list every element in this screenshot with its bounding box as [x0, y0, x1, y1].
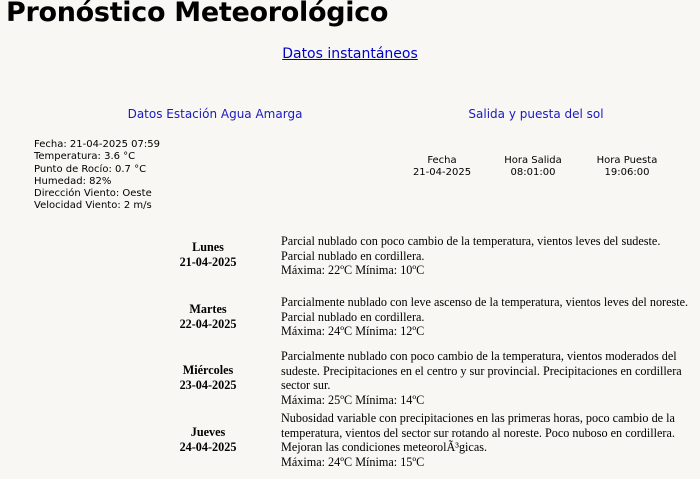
station-data — [34, 139, 160, 213]
forecast-text: Parcialmente nublado con poco cambio de la temperatura, vientos moderados del sudeste. Precipitaciones en el centro y sur provincial. Precipitaciones en cordillera sector sur. — [281, 349, 682, 392]
sunrise-time: 08:01:00 — [510, 167, 556, 179]
instant-data-link[interactable]: Datos instantáneos — [282, 46, 418, 62]
forecast-date: 23-04-2025 — [179, 377, 237, 392]
forecast-text: Parcial nublado con poco cambio de la temperatura, vientos leves del sudeste. Parcial nublado en cordillera. — [281, 234, 661, 263]
forecast-text: Parcialmente nublado con leve ascenso de la temperatura, vientos leves del noreste. Parcial nublado en cordillera. — [281, 295, 689, 324]
page-title: Pronóstico Meteorológico — [6, 0, 389, 28]
sun-heading: Salida y puesta del sol — [468, 107, 604, 121]
forecast-date: 24-04-2025 — [179, 439, 237, 454]
station-humidity: Humedad: 82% — [34, 175, 112, 187]
forecast-day-name: Jueves — [190, 425, 226, 439]
station-temperature: Temperatura: 3.6 °C — [34, 151, 136, 163]
forecast-temps: Máxima: 25ºC Mínima: 14ºC — [281, 392, 425, 407]
forecast-description — [281, 295, 695, 339]
forecast-day — [148, 363, 268, 392]
station-wind-speed: Velocidad Viento: 2 m/s — [34, 200, 152, 212]
forecast-description — [281, 234, 695, 278]
sunset-time: 19:06:00 — [604, 167, 650, 179]
sun-table-row — [395, 167, 677, 179]
sun-header-sunrise: Hora Salida — [504, 155, 562, 166]
forecast-description — [281, 411, 695, 469]
forecast-day-name: Miércoles — [182, 363, 234, 377]
forecast-date: 21-04-2025 — [179, 254, 237, 269]
forecast-day-name: Lunes — [192, 240, 224, 254]
forecast-day — [148, 425, 268, 454]
forecast-text: Nubosidad variable con precipitaciones en las primeras horas, poco cambio de la temperatura, vientos del sector sur rotando al noreste. Poco nuboso en cordillera. Mejoran las condiciones meteorolÃ³gicas. — [281, 411, 675, 454]
forecast-day-name: Martes — [189, 302, 227, 316]
station-heading: Datos Estación Agua Amarga — [127, 107, 303, 121]
sun-header-date: Fecha — [427, 155, 457, 166]
station-wind-direction: Dirección Viento: Oeste — [34, 188, 152, 200]
sun-table — [395, 155, 677, 180]
forecast-temps: Máxima: 22ºC Mínima: 10ºC — [281, 263, 425, 277]
sun-date: 21-04-2025 — [412, 167, 472, 179]
sun-table-header — [395, 155, 677, 167]
forecast-day — [148, 240, 268, 269]
station-date: Fecha: 21-04-2025 07:59 — [34, 139, 160, 150]
forecast-description — [281, 349, 695, 407]
station-dew-point: Punto de Rocío: 0.7 °C — [34, 163, 147, 175]
forecast-day — [148, 302, 268, 331]
sun-header-sunset: Hora Puesta — [596, 155, 658, 166]
forecast-temps: Máxima: 24ºC Mínima: 15ºC — [281, 454, 425, 469]
instant-data-link-container — [0, 46, 700, 62]
forecast-date: 22-04-2025 — [179, 316, 237, 331]
forecast-temps: Máxima: 24ºC Mínima: 12ºC — [281, 324, 425, 338]
